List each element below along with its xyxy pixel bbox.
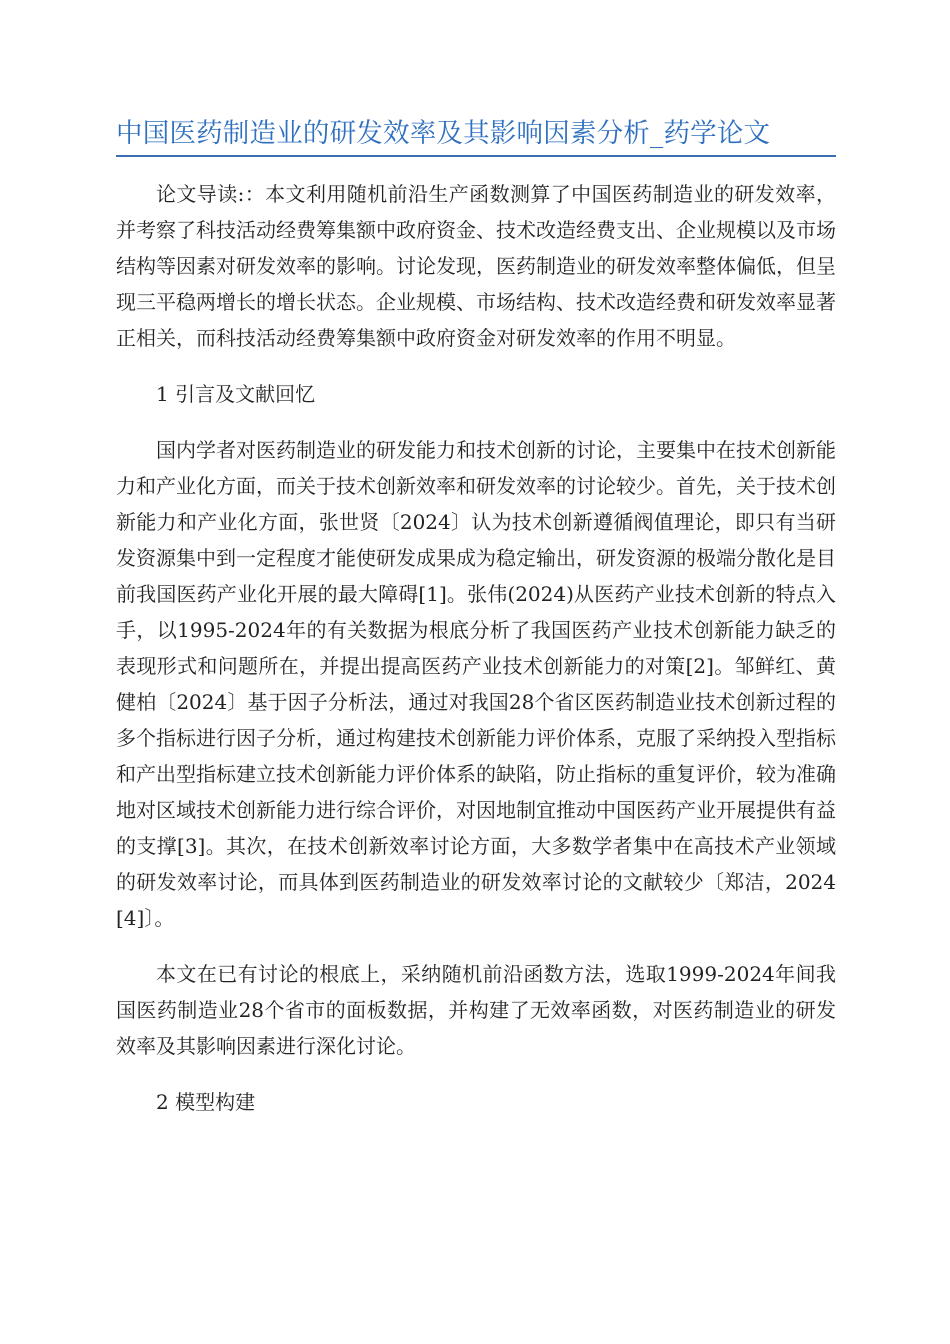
- document-title: 中国医药制造业的研发效率及其影响因素分析_药学论文: [116, 118, 771, 149]
- document-body: [116, 176, 836, 1120]
- section-heading-model: 2 模型构建: [156, 1090, 256, 1114]
- section-heading-introduction: 1 引言及文献回忆: [156, 382, 316, 406]
- body-paragraph: 本文在已有讨论的根底上，采纳随机前沿函数方法，选取1999-2024年间我国医药制造业28个省市的面板数据，并构建了无效率函数，对医药制造业的研发效率及其影响因素进行深化讨论。: [116, 962, 836, 1058]
- paragraph-spacer: [116, 356, 836, 376]
- body-paragraph: 国内学者对医药制造业的研发能力和技术创新的讨论，主要集中在技术创新能力和产业化方面，而关于技术创新效率和研发效率的讨论较少。首先，关于技术创新能力和产业化方面，张世贤〔2024〕认为技术创新遵循阀值理论，即只有当研发资源集中到一定程度才能使研发成果成为稳定输出，研发资源的极端分散化是目前我国医药产业化开展的最大障碍[1]。张伟(2024)从医药产业技术创新的特点入手，以1995-2024年的有关数据为根底分析了我国医药产业技术创新能力缺乏的表现形式和问题所在，并提出提高医药产业技术创新能力的对策[2]。邹鲜红、黄健柏〔2024〕基于因子分析法，通过对我国28个省区医药制造业技术创新过程的多个指标进行因子分析，通过构建技术创新能力评价体系，克服了采纳投入型指标和产出型指标建立技术创新能力评价体系的缺陷，防止指标的重复评价，较为准确地对区域技术创新能力进行综合评价，对因地制宜推动中国医药产业开展提供有益的支撑[3]。其次，在技术创新效率讨论方面，大多数学者集中在高技术产业领域的研发效率讨论，而具体到医药制造业的研发效率讨论的文献较少〔郑洁，2024[4]〕。: [116, 438, 836, 930]
- paragraph-spacer: [116, 1064, 836, 1084]
- paragraph-spacer: [116, 412, 836, 432]
- paragraph-spacer: [116, 936, 836, 956]
- abstract-paragraph: 论文导读:：本文利用随机前沿生产函数测算了中国医药制造业的研发效率，并考察了科技活动经费筹集额中政府资金、技术改造经费支出、企业规模以及市场结构等因素对研发效率的影响。讨论发现，医药制造业的研发效率整体偏低，但呈现三平稳两增长的增长状态。企业规模、市场结构、技术改造经费和研发效率显著正相关，而科技活动经费筹集额中政府资金对研发效率的作用不明显。: [116, 182, 836, 350]
- title-underline: [116, 155, 836, 157]
